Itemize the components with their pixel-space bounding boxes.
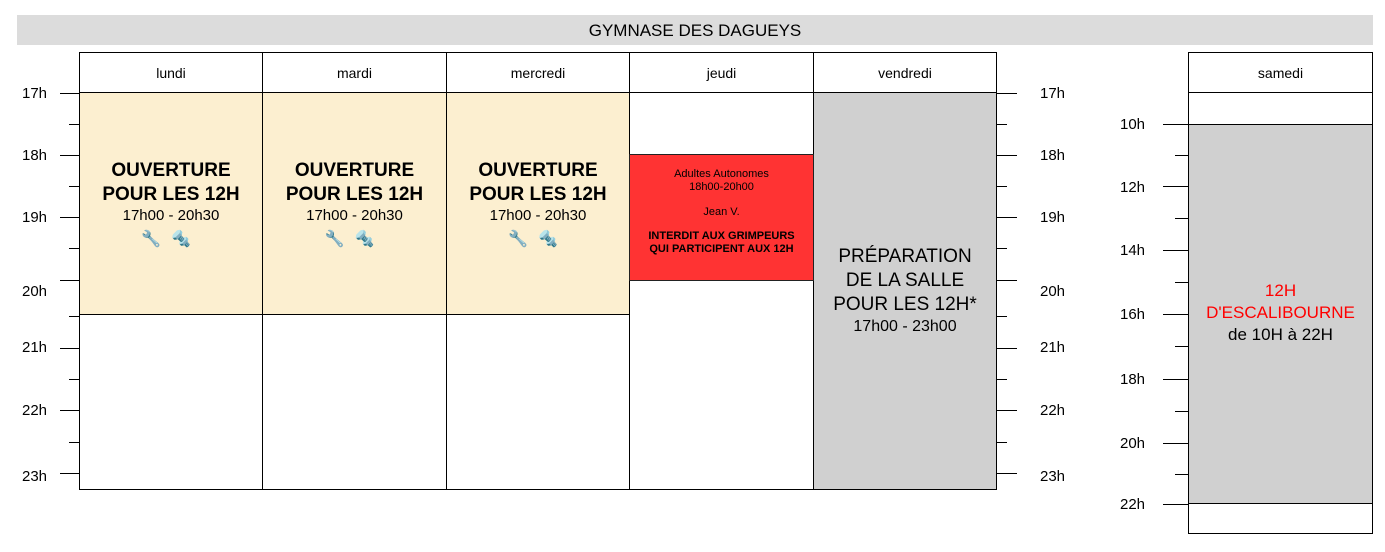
hour-label-left: 19h xyxy=(22,209,48,226)
hour-tick xyxy=(60,473,79,474)
hour-label-samedi: 10h xyxy=(1120,116,1146,133)
hour-tick xyxy=(997,473,1017,474)
hour-label-left: 17h xyxy=(22,85,48,102)
half-hour-tick xyxy=(997,124,1007,125)
hour-tick xyxy=(60,217,79,218)
event-warning-line2: QUI PARTICIPENT AUX 12H xyxy=(649,243,794,255)
half-hour-tick xyxy=(997,442,1007,443)
event-title: Adultes Autonomes xyxy=(674,168,769,180)
hour-label-right: 23h xyxy=(1040,468,1066,485)
event-title-line2: POUR LES 12H xyxy=(469,184,607,205)
hour-label-left: 21h xyxy=(22,339,48,356)
hour-tick xyxy=(60,410,79,411)
event-12h-escalibourne[interactable] xyxy=(1189,124,1372,504)
half-hour-tick xyxy=(69,379,79,380)
event-title-line2: POUR LES 12H xyxy=(285,184,424,205)
half-hour-tick xyxy=(997,316,1007,317)
event-title-line3: POUR LES 12H* xyxy=(833,294,977,315)
hour-label-samedi: 18h xyxy=(1120,371,1146,388)
event-time: de 10H à 22H xyxy=(1228,325,1333,344)
event-time: 17h00 - 20h30 xyxy=(489,207,587,224)
event-title-line1: OUVERTURE xyxy=(111,160,231,181)
event-title-line1: 12H xyxy=(1264,281,1297,300)
event-time: 17h00 - 23h00 xyxy=(853,318,957,335)
event-ouverture-mardi[interactable] xyxy=(263,93,446,315)
half-tick xyxy=(1175,474,1188,475)
hour-tick xyxy=(1163,443,1188,444)
hour-tick xyxy=(60,155,79,156)
hour-tick xyxy=(1163,314,1188,315)
bolt-icon: 🔩 xyxy=(171,231,201,248)
wrench-icon: 🔧 xyxy=(324,231,355,248)
half-hour-tick xyxy=(69,248,79,249)
hour-tick xyxy=(997,348,1017,349)
wrench-icon: 🔧 xyxy=(141,231,171,248)
event-title-line2: POUR LES 12H xyxy=(102,184,240,205)
event-title-line1: OUVERTURE xyxy=(294,160,415,181)
event-time: 17h00 - 20h30 xyxy=(122,207,220,224)
hour-label-samedi: 16h xyxy=(1120,306,1146,323)
half-tick xyxy=(1175,346,1188,347)
bolt-icon: 🔩 xyxy=(538,231,568,248)
half-hour-tick xyxy=(997,248,1007,249)
day-header-lundi: lundi xyxy=(156,65,186,81)
half-tick xyxy=(1175,282,1188,283)
hour-label-right: 19h xyxy=(1040,209,1066,226)
hour-tick xyxy=(1163,186,1188,187)
half-hour-tick xyxy=(69,442,79,443)
hour-label-samedi: 20h xyxy=(1120,435,1146,452)
hour-label-right: 20h xyxy=(1040,283,1066,300)
event-warning-line1: INTERDIT AUX GRIMPEURS xyxy=(648,230,795,242)
hour-label-samedi: 12h xyxy=(1120,179,1146,196)
event-title-line1: OUVERTURE xyxy=(478,160,598,181)
hour-tick xyxy=(997,155,1017,156)
hour-label-left: 22h xyxy=(22,402,48,419)
hour-tick xyxy=(60,93,79,94)
bolt-icon: 🔩 xyxy=(354,231,385,248)
hour-label-left: 23h xyxy=(22,468,48,485)
half-tick xyxy=(1175,411,1188,412)
half-hour-tick xyxy=(997,186,1007,187)
day-header-vendredi: vendredi xyxy=(878,65,932,81)
half-hour-tick xyxy=(69,316,79,317)
event-ouverture-lundi[interactable] xyxy=(80,93,262,315)
half-tick xyxy=(1175,218,1188,219)
hour-tick xyxy=(1163,504,1188,505)
event-adultes-autonomes[interactable] xyxy=(629,154,814,281)
day-header-mercredi: mercredi xyxy=(510,65,566,81)
event-title-line2: D'ESCALIBOURNE xyxy=(1206,303,1355,322)
wrench-icon: 🔧 xyxy=(508,231,538,248)
hour-label-samedi: 22h xyxy=(1120,496,1146,513)
hour-tick xyxy=(1163,250,1188,251)
half-tick xyxy=(1175,155,1188,156)
hour-label-right: 17h xyxy=(1040,85,1066,102)
hour-tick xyxy=(1163,124,1188,125)
half-hour-tick xyxy=(997,379,1007,380)
event-time: 17h00 - 20h30 xyxy=(306,207,403,224)
hour-tick xyxy=(997,410,1017,411)
event-person: Jean V. xyxy=(703,206,740,218)
event-title-line2: DE LA SALLE xyxy=(845,270,965,291)
half-hour-tick xyxy=(69,124,79,125)
hour-label-left: 18h xyxy=(22,147,48,164)
day-header-mardi: mardi xyxy=(336,65,372,81)
day-header-jeudi: jeudi xyxy=(706,65,737,81)
day-header-samedi: samedi xyxy=(1257,65,1304,81)
event-time: 18h00-20h00 xyxy=(689,181,754,193)
hour-tick xyxy=(997,93,1017,94)
hour-label-right: 18h xyxy=(1040,147,1066,164)
event-ouverture-mercredi[interactable] xyxy=(447,93,629,315)
hour-label-right: 21h xyxy=(1040,339,1066,356)
schedule-title: GYMNASE DES DAGUEYS xyxy=(17,15,1373,45)
half-hour-tick xyxy=(69,186,79,187)
hour-label-left: 20h xyxy=(22,283,48,300)
event-preparation-salle[interactable] xyxy=(814,93,996,489)
hour-label-samedi: 14h xyxy=(1120,242,1146,259)
hour-tick xyxy=(1163,379,1188,380)
hour-tick xyxy=(60,348,79,349)
hour-tick xyxy=(997,217,1017,218)
event-title-line1: PRÉPARATION xyxy=(838,246,972,267)
hour-label-right: 22h xyxy=(1040,402,1066,419)
hour-tick xyxy=(60,280,79,281)
hour-tick xyxy=(997,280,1017,281)
